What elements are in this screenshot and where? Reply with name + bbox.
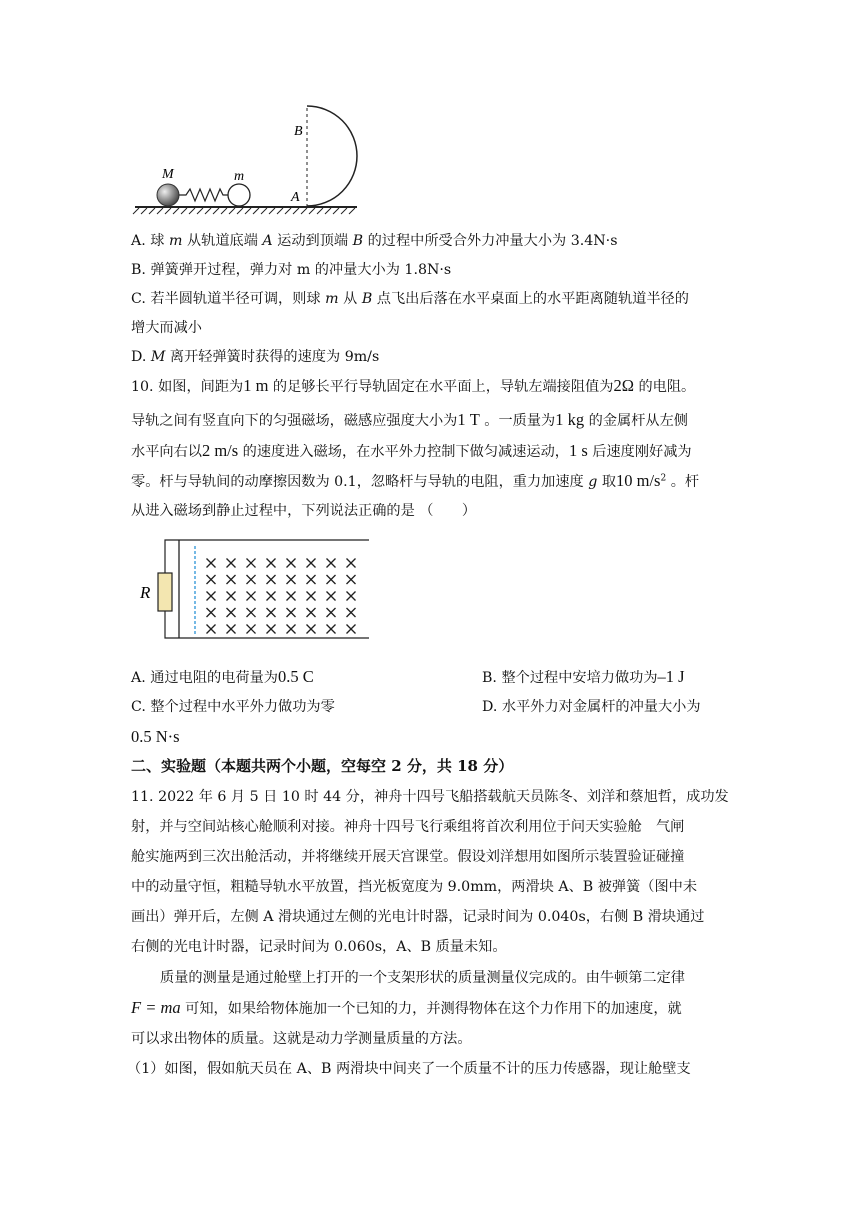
- q9-option-b: B. 弹簧弹开过程，弹力对 m 的冲量大小为 1.8N·s: [131, 262, 452, 278]
- q11-line-6: 右侧的光电计时器，记录时间为 0.060s，A、B 质量未知。: [131, 939, 507, 955]
- magnetic-field-crosses: [207, 559, 356, 634]
- semicircle-track: [307, 106, 357, 206]
- q11-line-5: 画出）弹开后，左侧 A 滑块通过左侧的光电计时器，记录时间为 0.040s，右侧 B 滑块通过: [131, 909, 705, 925]
- q9-option-c-cont: 增大而减小: [131, 320, 202, 336]
- q11-part1-line-1: （1）如图，假如航天员在 A、B 两滑块中间夹了一个质量不计的压力传感器，现让舱壁支: [127, 1061, 691, 1077]
- q10-option-c: C. 整个过程中水平外力做功为零: [131, 699, 335, 715]
- q11-para2-line-1: 质量的测量是通过舱壁上打开的一个支架形状的质量测量仪完成的。由牛顿第二定律: [160, 970, 685, 986]
- q10-line-3: 水平向右以2 m/s 的速度进入磁场，在水平外力控制下做匀减速运动，1 s 后速度刚好减为: [131, 441, 692, 460]
- section-heading: 二、实验题（本题共两个小题，空每空 2 分，共 18 分）: [131, 757, 514, 775]
- label-B: B: [294, 124, 303, 139]
- label-M: M: [162, 167, 174, 182]
- q9-option-a: A. 球 m 从轨道底端 A 运动到顶端 B 的过程中所受合外力冲量大小为 3.4N·s: [131, 233, 618, 249]
- q11-para2-line-2: F = ma 可知，如果给物体施加一个已知的力，并测得物体在这个力作用下的加速度，就: [131, 998, 682, 1017]
- q11-para2-line-3: 可以求出物体的质量。这就是动力学测量质量的方法。: [131, 1031, 472, 1047]
- q9-option-d: D. M 离开轻弹簧时获得的速度为 9m/s: [131, 349, 380, 365]
- spring: [179, 189, 228, 201]
- resistor: [158, 573, 172, 611]
- q10-line-1: 10. 如图，间距为1 m 的足够长平行导轨固定在水平面上，导轨左端接阻值为2Ω 的电阻。: [131, 376, 696, 395]
- q10-line-4: 零。杆与导轨间的动摩擦因数为 0.1，忽略杆与导轨的电阻，重力加速度 g 取10 $m/s^2$ 。杆: [131, 471, 700, 490]
- q10-line-5: 从进入磁场到静止过程中，下列说法正确的是 （ ）: [131, 503, 477, 519]
- q10-option-d: D. 水平外力对金属杆的冲量大小为: [482, 699, 701, 715]
- q10-option-a: A. 通过电阻的电荷量为0.5 C: [131, 667, 314, 686]
- label-R: R: [140, 583, 151, 602]
- ball-m: [228, 184, 250, 206]
- q11-line-4: 中的动量守恒，粗糙导轨水平放置，挡光板宽度为 9.0mm，两滑块 A、B 被弹簧（图中未: [131, 879, 698, 895]
- q11-line-1: 11. 2022 年 6 月 5 日 10 时 44 分，神舟十四号飞船搭载航天员陈冬、刘洋和蔡旭哲，成功发: [131, 789, 729, 805]
- q11-line-3: 舱实施两到三次出舱活动，并将继续开展天宫课堂。假设刘洋想用如图所示装置验证碰撞: [131, 849, 685, 865]
- q10-option-b: B. 整个过程中安培力做功为–1 J: [482, 667, 685, 686]
- q11-line-2: 射，并与空间站核心舱顺利对接。神舟十四号飞行乘组将首次利用位于问天实验舱 气闸: [131, 819, 685, 835]
- ball-M: [157, 184, 179, 206]
- q10-option-d-math: 0.5 N·s: [131, 727, 180, 746]
- label-m: m: [234, 169, 245, 184]
- figure-rails-field: [131, 534, 381, 646]
- figure-track-spring: [131, 100, 371, 220]
- label-A: A: [291, 190, 300, 205]
- q10-line-2: 导轨之间有竖直向下的匀强磁场，磁感应强度大小为1 T 。一质量为1 kg 的金属杆从左侧: [131, 410, 688, 429]
- q9-option-c: C. 若半圆轨道半径可调，则球 m 从 B 点飞出后落在水平桌面上的水平距离随轨道半径的: [131, 291, 689, 307]
